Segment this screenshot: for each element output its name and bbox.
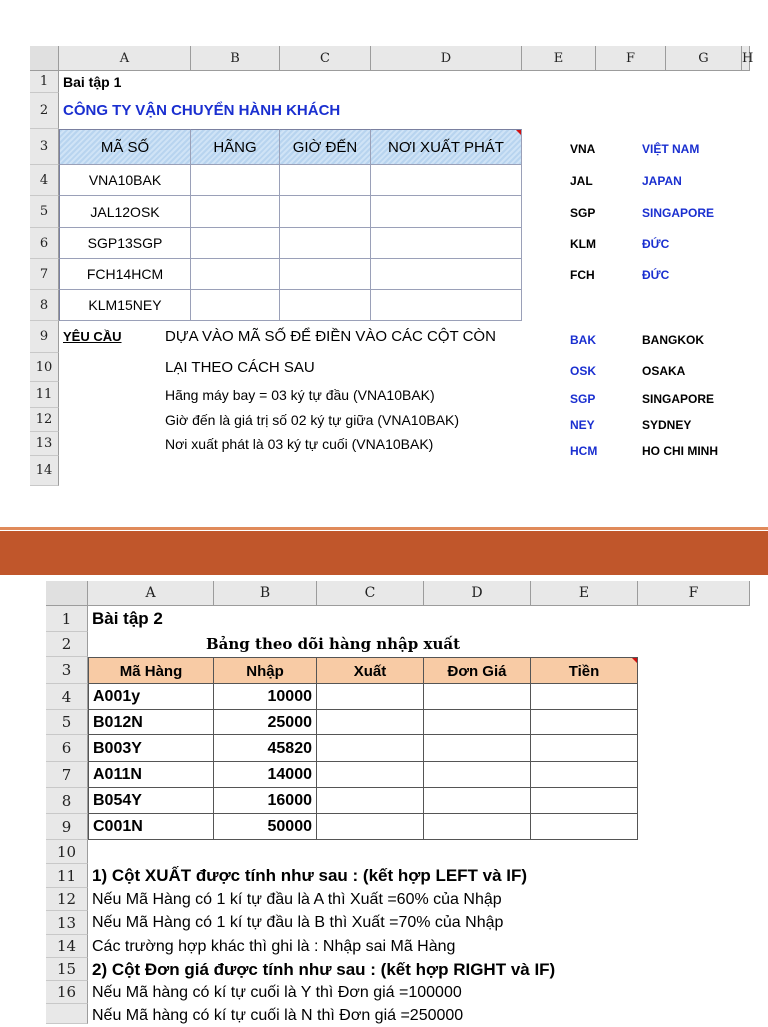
airline-code: FCH [570,268,595,282]
airline-code: VNA [570,142,596,156]
column-header-e[interactable]: E [531,581,638,606]
airline-name: VIỆT NAM [642,142,700,156]
empty-cell[interactable] [371,290,522,321]
row-header-10[interactable]: 10 [30,353,59,382]
empty-cell[interactable] [191,228,280,259]
row-header-4[interactable]: 4 [46,684,88,710]
empty-cell[interactable] [424,684,531,710]
empty-cell[interactable] [317,710,424,735]
item-qty-cell[interactable]: 16000 [214,788,317,814]
row-header-6[interactable]: 6 [46,735,88,762]
column-header-f[interactable]: F [638,581,750,606]
column-header-b[interactable]: B [191,46,280,71]
empty-cell[interactable] [424,814,531,840]
note-line: Các trường hợp khác thì ghi là : Nhập sai Mã Hàng [92,938,456,955]
empty-cell[interactable] [531,684,638,710]
row-header-7[interactable]: 7 [46,762,88,788]
spreadsheet-1 [30,46,754,486]
empty-cell[interactable] [280,228,371,259]
select-all-corner[interactable] [30,46,59,71]
header-hang[interactable]: HÃNG [191,129,280,165]
instruction-line: DỰA VÀO MÃ SỐ ĐỂ ĐIỀN VÀO CÁC CỘT CÒN [165,328,496,345]
sheet2-subtitle: Bảng theo dõi hàng nhập xuất [206,635,461,653]
row-header-12[interactable]: 12 [46,888,88,911]
divider-band [0,531,768,575]
empty-cell[interactable] [191,259,280,290]
instruction-line: Nơi xuất phát là 03 ký tự cuối (VNA10BAK) [165,436,434,452]
empty-cell[interactable] [371,228,522,259]
empty-cell[interactable] [531,735,638,762]
header-tien[interactable] [531,657,638,684]
row-header-5[interactable]: 5 [30,196,59,228]
column-header-d[interactable]: D [424,581,531,606]
comment-indicator-icon[interactable] [632,658,637,663]
column-header-a[interactable]: A [59,46,191,71]
instruction-line: Giờ đến là giá trị số 02 ký tự giữa (VNA10BAK) [165,412,460,428]
airline-name: ĐỨC [642,237,670,251]
header-gio-den[interactable]: GIỜ ĐẾN [280,129,371,165]
divider-line [0,527,768,530]
instruction-line: LẠI THEO CÁCH SAU [165,359,315,376]
column-header-c[interactable]: C [280,46,371,71]
item-code-cell[interactable]: C001N [88,814,214,840]
empty-cell[interactable] [191,290,280,321]
column-header-d[interactable]: D [371,46,522,71]
row-header-14[interactable]: 14 [30,456,59,486]
requirement-label: YÊU CẦU [63,329,122,344]
empty-cell[interactable] [280,290,371,321]
row-header-16[interactable]: 16 [46,981,88,1004]
row-header-3[interactable]: 3 [46,657,88,684]
item-qty-cell[interactable]: 10000 [214,684,317,710]
row-header-13[interactable]: 13 [46,911,88,935]
city-name: OSAKA [642,364,686,378]
code-cell[interactable]: FCH14HCM [59,259,191,290]
row-header-15[interactable]: 15 [46,958,88,981]
city-code: NEY [570,418,595,432]
empty-cell[interactable] [191,165,280,196]
comment-indicator-icon[interactable] [516,130,521,135]
city-name: SINGAPORE [642,392,715,406]
empty-cell[interactable] [280,165,371,196]
item-qty-cell[interactable]: 50000 [214,814,317,840]
header-noi-xuat-phat-label: NƠI XUẤT PHÁT [388,139,504,156]
column-header-g[interactable]: G [666,46,742,71]
row-header-10[interactable]: 10 [46,840,88,864]
item-code-cell[interactable]: A011N [88,762,214,788]
column-header-a[interactable]: A [88,581,214,606]
empty-cell[interactable] [531,814,638,840]
airline-name: JAPAN [642,174,682,188]
airline-code: JAL [570,174,593,188]
header-nhap[interactable]: Nhập [214,657,317,684]
city-code: BAK [570,333,596,347]
empty-cell[interactable] [531,788,638,814]
column-header-h[interactable]: H [742,46,750,71]
code-cell[interactable]: VNA10BAK [59,165,191,196]
row-header-2[interactable]: 2 [30,93,59,129]
instruction-line: Hãng máy bay = 03 ký tự đầu (VNA10BAK) [165,387,435,403]
item-code-cell[interactable]: B012N [88,710,214,735]
empty-cell[interactable] [280,259,371,290]
empty-cell[interactable] [424,762,531,788]
row-header-14[interactable]: 14 [46,935,88,958]
empty-cell[interactable] [531,710,638,735]
city-name: BANGKOK [642,333,704,347]
note-line-partial: Nếu Mã hàng có kí tự cuối là N thì Đơn giá =250000 [92,1007,464,1024]
header-ma-hang[interactable]: Mã Hàng [88,657,214,684]
item-code-cell[interactable]: A001y [88,684,214,710]
row-header-6[interactable]: 6 [30,228,59,259]
row-header-3[interactable]: 3 [30,129,59,165]
item-qty-cell[interactable]: 45820 [214,735,317,762]
company-name: CÔNG TY VẬN CHUYỂN HÀNH KHÁCH [63,102,341,119]
empty-cell[interactable] [371,196,522,228]
header-noi-xuat-phat[interactable] [371,129,522,165]
item-code-cell[interactable]: B003Y [88,735,214,762]
airline-name: SINGAPORE [642,206,715,220]
column-header-b[interactable]: B [214,581,317,606]
empty-cell[interactable] [317,814,424,840]
row-header-9[interactable]: 9 [30,321,59,353]
city-name: SYDNEY [642,418,692,432]
row-header-7[interactable]: 7 [30,259,59,290]
row-header-5[interactable]: 5 [46,710,88,735]
column-header-e[interactable]: E [522,46,596,71]
empty-cell[interactable] [317,762,424,788]
note-line: Nếu Mã Hàng có 1 kí tự đầu là A thì Xuất =60% của Nhập [92,891,502,908]
empty-cell[interactable] [531,762,638,788]
empty-cell[interactable] [371,165,522,196]
empty-cell[interactable] [424,735,531,762]
empty-cell[interactable] [371,259,522,290]
row-header-17-partial[interactable] [46,1004,88,1024]
empty-cell[interactable] [424,788,531,814]
row-header-13[interactable]: 13 [30,432,59,456]
city-code: HCM [570,444,598,458]
spreadsheet-2 [46,581,750,1024]
row-header-11[interactable]: 11 [30,382,59,408]
header-don-gia[interactable]: Đơn Giá [424,657,531,684]
code-cell[interactable]: KLM15NEY [59,290,191,321]
empty-cell[interactable] [317,788,424,814]
note-heading: 2) Cột Đơn giá được tính như sau : (kết hợp RIGHT và IF) [92,960,556,979]
column-header-c[interactable]: C [317,581,424,606]
empty-cell[interactable] [317,684,424,710]
airline-code: KLM [570,237,596,251]
header-ma-so[interactable]: MÃ SỐ [59,129,191,165]
item-code-cell[interactable]: B054Y [88,788,214,814]
airline-code: SGP [570,206,596,220]
sheet2-title: Bài tập 2 [92,609,163,628]
column-header-f[interactable]: F [596,46,666,71]
header-tien-label: Tiền [568,663,600,680]
code-cell[interactable]: SGP13SGP [59,228,191,259]
sheet1-title: Bai tập 1 [63,74,122,90]
city-code: SGP [570,392,596,406]
row-header-1[interactable]: 1 [46,606,88,632]
row-header-8[interactable]: 8 [30,290,59,321]
empty-cell[interactable] [280,196,371,228]
airline-name: ĐỨC [642,268,670,282]
city-name: HO CHI MINH [642,444,718,458]
header-xuat[interactable]: Xuất [317,657,424,684]
item-qty-cell[interactable]: 25000 [214,710,317,735]
note-heading: 1) Cột XUẤT được tính như sau : (kết hợp LEFT và IF) [92,866,528,885]
empty-cell[interactable] [317,735,424,762]
item-qty-cell[interactable]: 14000 [214,762,317,788]
city-code: OSK [570,364,597,378]
note-line: Nếu Mã Hàng có 1 kí tự đầu là B thì Xuất =70% của Nhập [92,914,504,931]
code-cell[interactable]: JAL12OSK [59,196,191,228]
row-header-12[interactable]: 12 [30,408,59,432]
note-line: Nếu Mã hàng có kí tự cuối là Y thì Đơn giá =100000 [92,984,462,1001]
empty-cell[interactable] [424,710,531,735]
row-header-11[interactable]: 11 [46,864,88,888]
row-header-9[interactable]: 9 [46,814,88,840]
row-header-1[interactable]: 1 [30,71,59,93]
empty-cell[interactable] [191,196,280,228]
row-header-2[interactable]: 2 [46,632,88,657]
row-header-4[interactable]: 4 [30,165,59,196]
select-all-corner[interactable] [46,581,88,606]
row-header-8[interactable]: 8 [46,788,88,814]
